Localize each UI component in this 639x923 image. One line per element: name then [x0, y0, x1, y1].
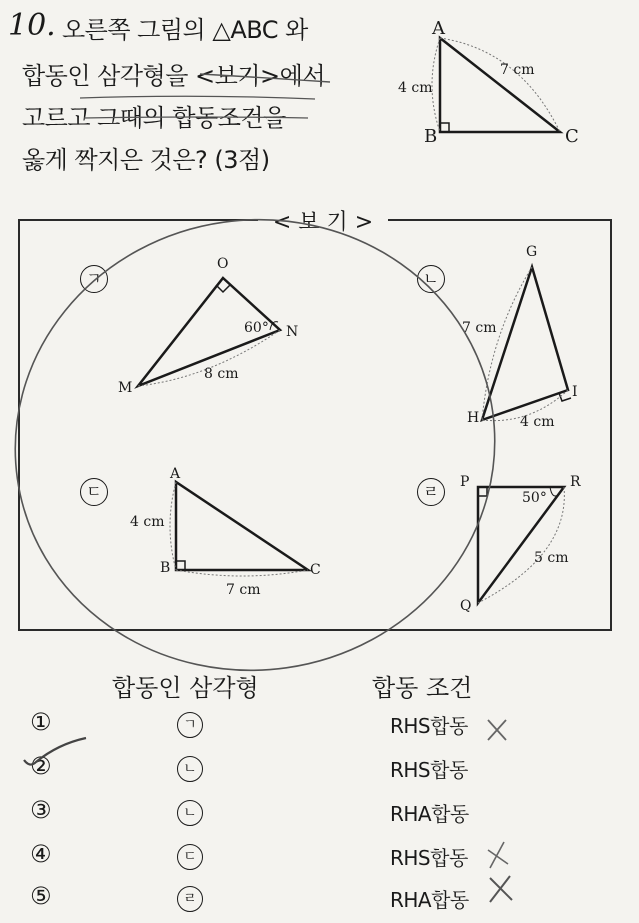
option-num-3[interactable]: ③	[30, 796, 52, 824]
option-condition-5: RHA합동	[390, 888, 469, 912]
option-num-1[interactable]: ①	[30, 708, 52, 736]
option-condition-4: RHS합동	[390, 846, 468, 870]
option-triangle-1: ㄱ	[177, 712, 203, 738]
vertex-n: N	[286, 324, 299, 340]
question-line-2: 합동인 삼각형을 <보기>에서	[22, 62, 325, 90]
bogi-mark-digeut: ㄷ	[80, 478, 108, 506]
question-number: 10.	[8, 8, 56, 43]
bogi-mark-nieun: ㄴ	[417, 265, 445, 293]
option-triangle-2: ㄴ	[177, 756, 203, 782]
main-side-ac: 7 cm	[500, 62, 535, 78]
side-gh: 7 cm	[462, 320, 497, 336]
option-condition-1: RHS합동	[390, 714, 468, 738]
option-num-5[interactable]: ⑤	[30, 882, 52, 910]
header-condition: 합동 조건	[372, 674, 473, 702]
side-bc2: 7 cm	[226, 582, 261, 598]
main-vertex-c: C	[565, 126, 579, 147]
option-triangle-3: ㄴ	[177, 800, 203, 826]
option-condition-3: RHA합동	[390, 802, 469, 826]
vertex-h: H	[467, 410, 480, 426]
vertex-p: P	[460, 474, 470, 490]
vertex-c2: C	[310, 562, 321, 578]
bogi-mark-rieul: ㄹ	[417, 478, 445, 506]
vertex-r: R	[570, 474, 581, 490]
option-triangle-4: ㄷ	[177, 844, 203, 870]
question-line-1: 오른쪽 그림의 △ABC 와	[62, 16, 308, 44]
angle-60: 60°	[244, 320, 269, 336]
vertex-a2: A	[170, 466, 181, 482]
vertex-q: Q	[460, 598, 472, 614]
vertex-b2: B	[160, 560, 171, 576]
vertex-o: O	[217, 256, 229, 272]
vertex-m: M	[118, 380, 133, 396]
main-side-ab: 4 cm	[398, 80, 433, 96]
side-hi: 4 cm	[520, 414, 555, 430]
question-line-3: 고르고 그때의 합동조건을	[22, 104, 286, 132]
option-num-2[interactable]: ②	[30, 752, 52, 780]
side-ab2: 4 cm	[130, 514, 165, 530]
main-vertex-a: A	[432, 18, 445, 39]
vertex-g: G	[526, 244, 538, 260]
option-num-4[interactable]: ④	[30, 840, 52, 868]
bogi-mark-giyeok: ㄱ	[80, 265, 108, 293]
vertex-i: I	[572, 384, 578, 400]
question-line-4: 옳게 짝지은 것은? (3점)	[22, 146, 270, 174]
main-vertex-b: B	[424, 126, 438, 147]
angle-50: 50°	[522, 490, 547, 506]
header-triangle: 합동인 삼각형	[112, 674, 259, 702]
side-mn: 8 cm	[204, 366, 239, 382]
option-condition-2: RHS합동	[390, 758, 468, 782]
option-triangle-5: ㄹ	[177, 886, 203, 912]
side-qr: 5 cm	[534, 550, 569, 566]
bogi-title: < 보 기 >	[258, 205, 388, 236]
